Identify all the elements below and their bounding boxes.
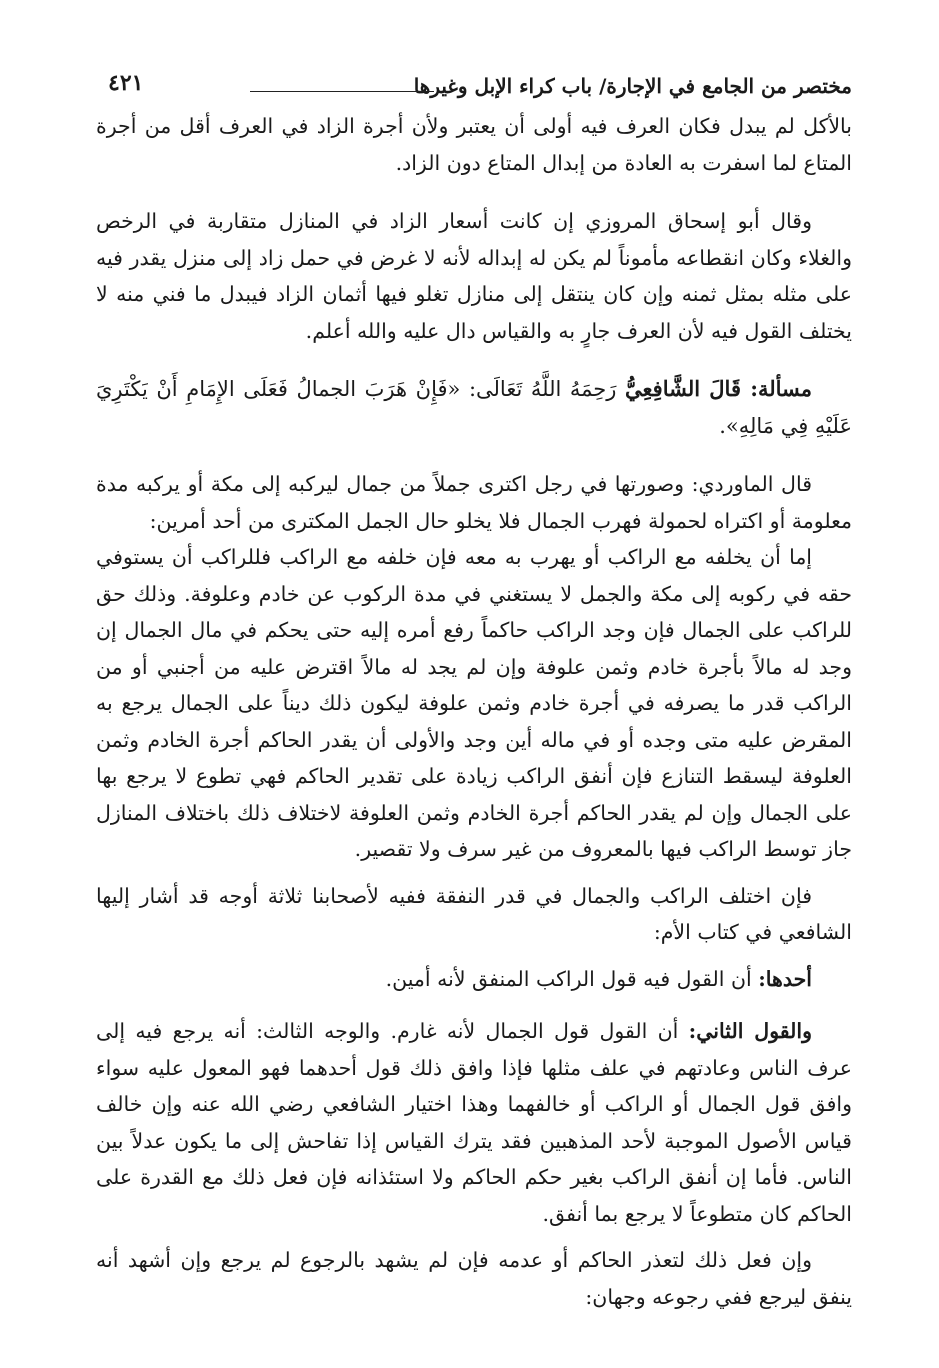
paragraph-text: أن القول قول الجمال لأنه غارم. والوجه الثالث: أنه يرجع فيه إلى عرف الناس وعادتهم في علف مثلها فإذا وافق ذلك قول أحدهما فهو المعول عليه سواء وافق قول الجمال أو الراكب أو خالفهما وهذا اختيار الشافعي رضي الله عنه وإن خالف قياس الأصول الموجبة لأحد المذهبين فقد يترك القياس إذا تفاحش إلى ما يكون عدلاً بين الناس. فأما إن أنفق الراكب بغير حكم الحاكم ولا استئذانه فإن فعل ذلك مع القدرة على الحاكم كان متطوعاً لا يرجع بما أنفق.	[96, 1019, 852, 1226]
paragraph	[96, 539, 852, 868]
paragraph-lead: والقول الثاني:	[688, 1019, 812, 1043]
page-number: ٤٢١	[108, 70, 144, 96]
paragraph	[96, 108, 852, 181]
paragraph-text: وقال أبو إسحاق المروزي إن كانت أسعار الزاد في المنازل متقاربة في الرخص والغلاء وكان انقطاعه مأموناً لم يكن له إبداله لأنه لا غرض في حمل زاد إلى منزل يقدر فيه على مثله بمثل ثمنه وإن كان ينتقل إلى منازل تغلو فيها أثمان الزاد فيبدل ما فني منه لا يختلف القول فيه لأن العرف جارٍ به والقياس دال عليه والله أعلم.	[96, 209, 852, 343]
book-page	[96, 62, 852, 1315]
paragraph	[96, 203, 852, 349]
paragraph-text: فإن اختلف الراكب والجمال في قدر النفقة ففيه لأصحابنا ثلاثة أوجه قد أشار إليها الشافعي في كتاب الأم:	[96, 883, 852, 944]
masala-heading	[96, 371, 852, 444]
running-header	[96, 62, 852, 102]
paragraph-text: أن القول فيه قول الراكب المنفق لأنه أمين.	[385, 966, 752, 991]
paragraph	[96, 1013, 852, 1232]
running-title: مختصر من الجامع في الإجارة/ باب كراء الإبل وغيرها	[413, 74, 852, 98]
paragraph-text: بالأكل لم يبدل فكان العرف فيه أولى أن يعتبر ولأن أجرة الزاد في العرف أقل من أجرة المتاع لما اسفرت به العادة من إبدال المتاع دون الزاد.	[96, 114, 852, 175]
paragraph	[96, 878, 852, 951]
masala-quote: رَحِمَهُ اللَّهُ تَعَالَى: «فَإِنْ هَرَبَ الجمالُ فَعَلَى الإِمَامِ أَنْ يَكْتَرِيَ عَلَيْهِ فِي مَالِهِ».	[96, 377, 852, 438]
paragraph	[96, 1242, 852, 1315]
paragraph-text: قال الماوردي: وصورتها في رجل اكترى جملاً من جمال ليركبه إلى مكة أو يركبه مدة معلومة أو اكتراه لحمولة فهرب الجمال فلا يخلو حال الجمل المكترى من أحد أمرين:	[96, 472, 852, 533]
header-rule	[250, 91, 434, 92]
paragraph	[96, 466, 852, 539]
paragraph-text: إما أن يخلفه مع الراكب أو يهرب به معه فإن خلفه مع الراكب فللراكب أن يستوفي حقه في ركوبه إلى مكة والجمل لا يستغني في مدة الركوب عن خادم وعلوفة. وذلك حق للراكب على الجمال فإن وجد الراكب حاكماً رفع أمره إليه حتى يحكم في مال الجمال إن وجد له مالاً بأجرة خادم وثمن علوفة وإن لم يجد له مالاً اقترض عليه من أجنبي أو من الراكب قدر ما يصرفه في أجرة خادم وثمن علوفة ليكون ذلك ديناً على الجمال يرجع به المقرض عليه متى وجده أو في ماله أين وجد والأولى أن يقدر الحاكم أجرة الخادم وثمن العلوفة ليسقط التنازع فإن أنفق الراكب زيادة على تقدير الحاكم فهي تطوع لا يرجع بها على الجمال وإن لم يقدر الحاكم أجرة الخادم وثمن العلوفة لاختلاف ذلك باختلاف المنازل جاز توسط الراكب فيها بالمعروف من غير سرف ولا تقصير.	[96, 545, 852, 861]
masala-lead: مسألة: قَالَ الشَّافِعِيُّ	[625, 376, 812, 401]
paragraph-lead: أحدها:	[758, 966, 812, 991]
paragraph	[96, 961, 852, 998]
paragraph-text: وإن فعل ذلك لتعذر الحاكم أو عدمه فإن لم يشهد بالرجوع لم يرجع وإن أشهد أنه ينفق ليرجع ففي رجوعه وجهان:	[96, 1248, 852, 1309]
